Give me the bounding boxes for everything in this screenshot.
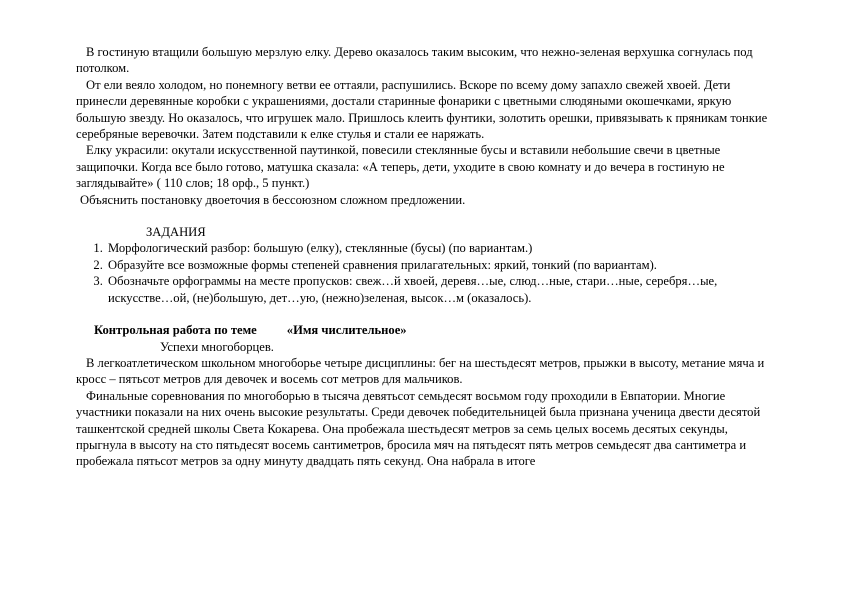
control-work-label: Контрольная работа по теме [94, 323, 257, 338]
paragraph-3: Елку украсили: окутали искусственной паутинкой, повесили стеклянные бусы и вставили небольшие свечи в цветные защипочки. Когда все было готово, матушка сказала: «А теперь, дети, уходите в свою комнату и до вечера в гостиную не заглядывайте» ( 110 слов; 18 орф., 5 пункт.) [76, 143, 725, 191]
document-body [76, 44, 776, 470]
task-item: 1. Морфологический разбор: большую (елку), стеклянные (бусы) (по вариантам.) [106, 240, 776, 256]
tasks-heading: ЗАДАНИЯ [146, 225, 206, 240]
paragraph-4: Объяснить постановку двоеточия в бессоюзном сложном предложении. [80, 192, 466, 207]
paragraph-6: Финальные соревнования по многоборью в тысяча девятьсот семьдесят восьмом году проходили в Евпатории. Многие участники показали на них очень высокие результаты. Среди девочек победительницей была признана ученица двести десятой ташкентской средней школы Света Кокарева. Она пробежала шестьдесят метров за семь целых восемь десятых секунды, прыгнула в высоту на сто пятьдесят восемь сантиметров, бросила мяч на пятьдесят пять метров семьдесят два сантиметра и пробежала пятьсот метров за одну минуту двадцать пять секунд. Она набрала в итоге [76, 388, 761, 469]
tasks-list [76, 240, 776, 306]
dictation-subtitle: Успехи многоборцев. [160, 339, 274, 354]
task-item: 2. Образуйте все возможные формы степеней сравнения прилагательных: яркий, тонкий (по вариантам). [106, 257, 776, 273]
task-item: 3. Обозначьте орфограммы на месте пропусков: свеж…й хвоей, деревя…ые, слюд…ные, стари…ные, серебря…ые, искусстве…ой, (не)большую, дет…ую, (нежно)зеленая, высок…м (оказалось). [106, 273, 776, 306]
control-work-title [76, 322, 776, 338]
paragraph-1: В гостиную втащили большую мерзлую елку. Дерево оказалось таким высоким, что нежно-зеленая верхушка согнулась под потолком. [76, 45, 753, 76]
paragraph-5: В легкоатлетическом школьном многоборье четыре дисциплины: бег на шестьдесят метров, прыжки в высоту, метание мяча и кросс – пятьсот метров для девочек и восемь сот метров для мальчиков. [76, 355, 765, 387]
control-work-theme: «Имя числительное» [286, 323, 407, 338]
paragraph-2: От ели веяло холодом, но понемногу ветви ее оттаяли, распушились. Вскоре по всему дому запахло свежей хвоей. Дети принесли деревянные коробки с украшениями, достали старинные фонарики с цветными слюдяными окошечками, яркую большую звезду. Но оказалось, что игрушек мало. Пришлось клеить фунтики, золотить орешки, привязывать к пряникам тонкие серебряные веревочки. Затем подставили к елке стулья и стали ее наряжать. [76, 77, 768, 142]
